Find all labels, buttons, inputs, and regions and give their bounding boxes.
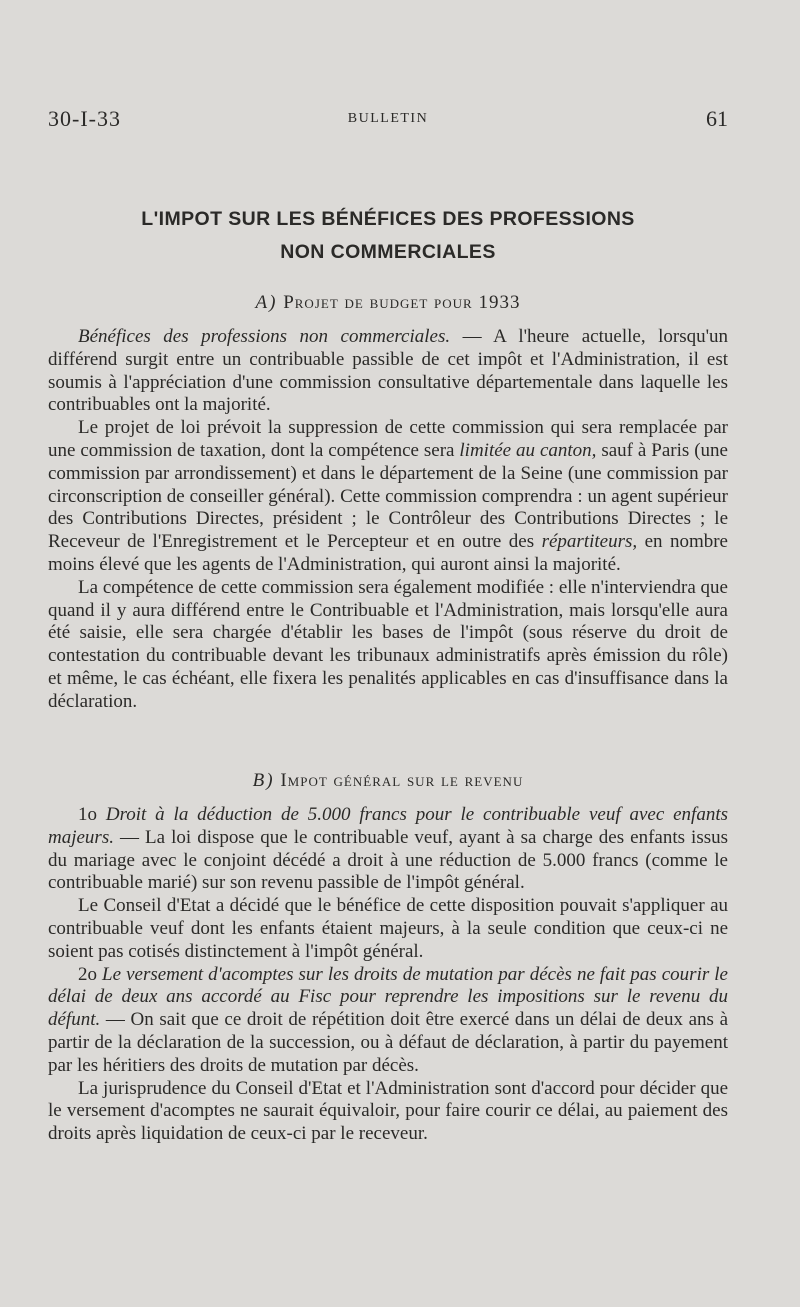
title-line-1: L'IMPOT SUR LES BÉNÉFICES DES PROFESSIONS <box>141 208 635 230</box>
section-a-heading <box>48 292 728 314</box>
section-a-body <box>48 326 728 714</box>
paragraph: Bénéfices des professions non commerciales. — A l'heure actuelle, lorsqu'un différend surgit entre un contribuable passible de cet impôt et l'Administration, il est soumis à l'appréciation d'une commission consultative départementale dans laquelle les contribuables ont la majorité. <box>48 326 729 416</box>
paragraph: Le Conseil d'Etat a décidé que le bénéfice de cette disposition pouvait s'appliquer au contribuable veuf dont les enfants étaient majeurs, à la seule condition que ceux-ci ne soient pas cotisés distinctement à l'impôt général. <box>48 895 728 962</box>
article-title <box>48 203 728 269</box>
paragraph: 1o Droit à la déduction de 5.000 francs pour le contribuable veuf avec enfants majeurs. — La loi dispose que le contribuable veuf, ayant à sa charge des enfants issus du mariage avec le conjoint décédé a droit à une réduction de 5.000 francs (comme le contribuable marié) sur son revenu passible de l'impôt général. <box>48 804 728 894</box>
section-a-title: Projet de budget pour 1933 <box>283 292 521 313</box>
section-a-label: A) <box>255 292 278 313</box>
title-line-2: NON COMMERCIALES <box>280 241 496 263</box>
page-number: 61 <box>706 106 728 131</box>
section-b-label: B) <box>252 770 275 791</box>
paragraph: La compétence de cette commission sera également modifiée : elle n'interviendra que quand il y aura différend entre le Contribuable et l'Administration, mais lorsqu'elle aura été saisie, elle sera chargée d'établir les bases de l'impôt (sous réserve du droit de contestation du contribuable devant les tribunaux administratifs après émission du rôle) et même, le cas échéant, elle fixera les penalités applicables en cas d'insuffisance dans la déclaration. <box>48 576 728 712</box>
paragraph: La jurisprudence du Conseil d'Etat et l'Administration sont d'accord pour décider que le versement d'acomptes ne saurait équivaloir, pour faire courir ce délai, au paiement des droits après liquidation de ceux-ci par le receveur. <box>48 1077 728 1145</box>
section-b-body <box>48 804 728 1146</box>
section-b-heading <box>48 770 728 792</box>
document-page <box>48 0 728 1307</box>
section-b-title: Impot général sur le revenu <box>280 770 524 791</box>
paragraph: 2o Le versement d'acomptes sur les droits de mutation par décès ne fait pas courir le délai de deux ans accordé au Fisc pour reprendre les impositions sur le revenu du défunt. — On sait que ce droit de répétition doit être exercé dans un délai de deux ans à partir de la déclaration de la succession, ou à défaut de déclaration, à partir du payement par les héritiers des droits de mutation par décès. <box>48 963 728 1076</box>
header-date: 30-I-33 <box>48 106 121 131</box>
header-journal: BULLETIN <box>347 111 429 126</box>
paragraph: Le projet de loi prévoit la suppression de cette commission qui sera remplacée par une commission de taxation, dont la compétence sera limitée au canton, sauf à Paris (une commission par arrondissement) et dans le département de la Seine (une commission par circonscription de conseiller général). Cette commission comprendra : un agent supérieur des Contributions Directes, président ; le Contrôleur des Contributions Directes ; le Receveur de l'Enregistrement et le Percepteur et en outre des répartiteurs, en nombre moins élevé que les agents de l'Administration, qui auront ainsi la majorité. <box>48 417 728 575</box>
running-header <box>48 106 728 136</box>
